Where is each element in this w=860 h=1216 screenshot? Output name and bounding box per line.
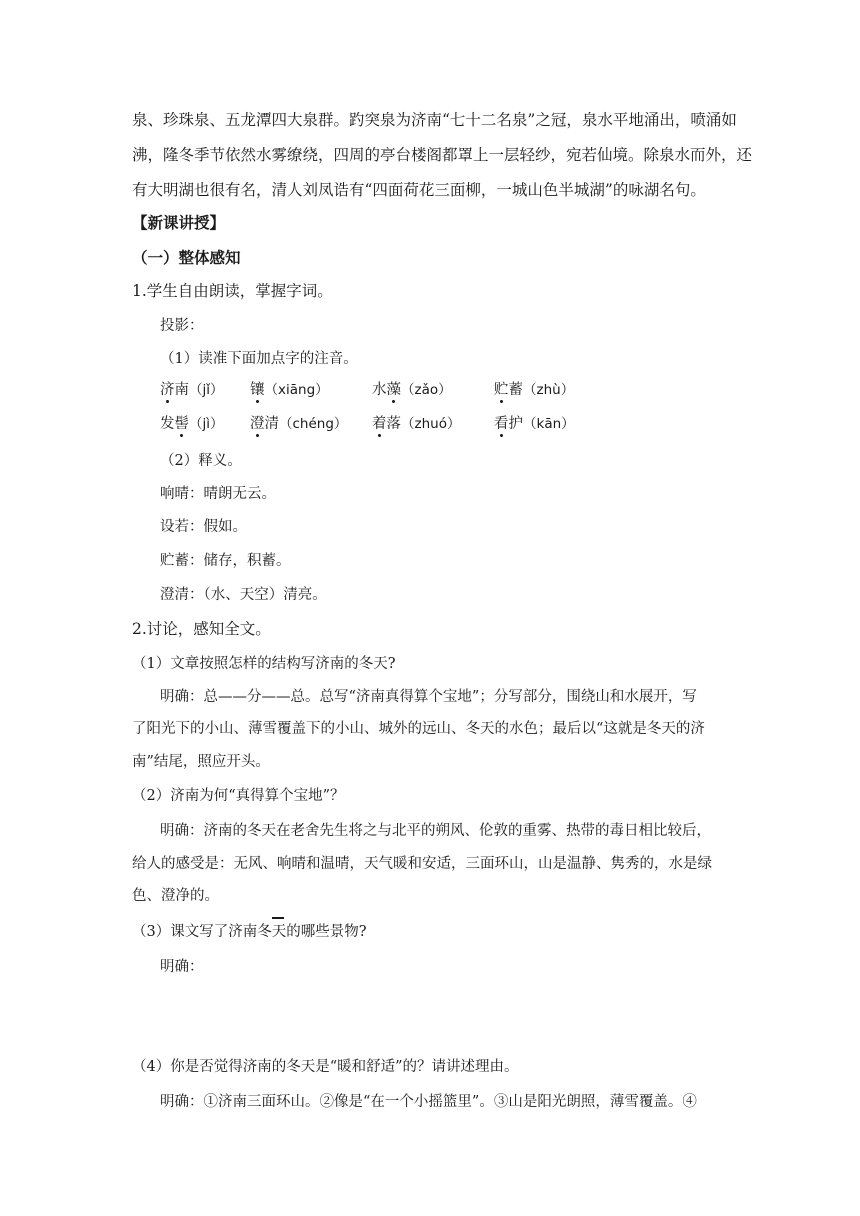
item1-title: 1.学生自由朗读，掌握字词。 — [132, 282, 333, 300]
vocab-item: 澄清（chéng） — [250, 416, 348, 432]
dotted-char: 贮 — [494, 382, 509, 398]
pinyin: （zhuó） — [401, 416, 461, 432]
emphasis-mark — [272, 917, 284, 919]
pinyin: （xiāng） — [264, 382, 329, 398]
vocab-item: 济南（jǐ） — [160, 382, 224, 398]
item2-title: 2.讨论，感知全文。 — [132, 620, 271, 638]
answer-2-2-line: 给人的感受是：无风、响晴和温晴，天气暖和安适，三面环山，山是温静、隽秀的，水是绿 — [132, 856, 712, 872]
question-2-4: （4）你是否觉得济南的冬天是“暖和舒适”的？请讲述理由。 — [132, 1059, 519, 1075]
dotted-char: 镶 — [250, 382, 265, 398]
dotted-char: 髻 — [174, 416, 189, 432]
vocab-item: 看护（kān） — [494, 416, 575, 432]
question-2-2: （2）济南为何“真得算个宝地”？ — [132, 788, 345, 804]
question-2-1: （1）文章按照怎样的结构写济南的冬天? — [132, 656, 396, 672]
question-1-2: （2）释义。 — [160, 453, 242, 469]
vocab-item — [250, 380, 329, 400]
pinyin: （kān） — [523, 416, 575, 432]
pinyin: （jì） — [189, 416, 224, 432]
intro-line-1: 泉、珍珠泉、五龙潭四大泉群。趵突泉为济南“七十二名泉”之冠，泉水平地涌出，喷涌如 — [132, 111, 737, 129]
definition: 响晴：晴朗无云。 — [160, 486, 276, 502]
intro-line-2: 沸，隆冬季节依然水雾缭绕，四周的亭台楼阁都罩上一层轻纱，宛若仙境。除泉水而外，还 — [132, 146, 753, 164]
answer-2-1-line: 了阳光下的小山、薄雪覆盖下的小山、城外的远山、冬天的水色；最后以“这就是冬天的济 — [132, 721, 705, 737]
question-2-3: （3）课文写了济南冬天的哪些景物? — [132, 924, 367, 940]
answer-2-4-line: 明确：①济南三面环山。②像是“在一个小摇篮里”。③山是阳光朗照，薄雪覆盖。④ — [160, 1094, 697, 1110]
answer-2-1-line: 南”结尾，照应开头。 — [132, 754, 270, 770]
pinyin: （chéng） — [279, 416, 348, 432]
definition: 贮蓄：储存，积蓄。 — [160, 553, 291, 569]
answer-2-3: 明确： — [160, 959, 204, 975]
definition: 设若：假如。 — [160, 519, 247, 535]
question-1-1: （1）读准下面加点字的注音。 — [160, 351, 358, 367]
projection-label: 投影： — [160, 318, 204, 334]
vocab-item: 水藻（zǎo） — [372, 382, 452, 398]
dotted-char: 济 — [160, 382, 175, 398]
vocab-item: 着落（zhuó） — [372, 416, 461, 432]
intro-line-3: 有大明湖也很有名，清人刘凤诰有“四面荷花三面柳，一城山色半城湖”的咏湖名句。 — [132, 181, 706, 199]
vocab-item: 发髻（jì） — [160, 416, 224, 432]
section-title: 【新课讲授】 — [132, 213, 226, 232]
answer-2-2-line: 色、澄净的。 — [132, 888, 219, 904]
answer-2-1-line: 明确：总——分——总。总写“济南真得算个宝地”；分写部分，围绕山和水展开，写 — [160, 689, 697, 705]
pinyin: （zhù） — [523, 382, 575, 398]
dotted-char: 着 — [372, 416, 387, 432]
pinyin: （jǐ） — [189, 382, 224, 398]
vocab-item: 贮蓄（zhù） — [494, 382, 575, 398]
subsection-title: （一）整体感知 — [132, 248, 241, 267]
pinyin: （zǎo） — [401, 382, 452, 398]
definition: 澄清：（水、天空）清亮。 — [160, 587, 327, 603]
dotted-char: 看 — [494, 416, 509, 432]
dotted-char: 澄 — [250, 416, 265, 432]
answer-2-2-line: 明确：济南的冬天在老舍先生将之与北平的朔风、伦敦的重雾、热带的毒日相比较后， — [160, 823, 711, 839]
dotted-char: 藻 — [386, 382, 401, 398]
